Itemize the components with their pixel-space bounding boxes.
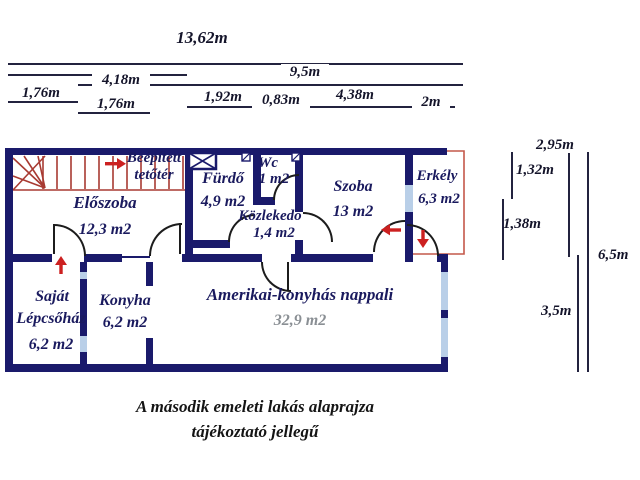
room-label-eloszoba: Előszoba <box>73 193 137 212</box>
room-label-furdo: Fürdő <box>202 170 244 187</box>
room-label-sajat: Saját <box>35 288 69 305</box>
dim-label-2m: 2m <box>412 94 450 110</box>
dim-label-3-5: 3,5m <box>541 303 572 319</box>
vent-icon-1 <box>242 153 250 161</box>
room-area-eloszoba: 12,3 m2 <box>78 221 132 238</box>
room-area-kozlekedo: 1,4 m2 <box>253 225 295 241</box>
dim-label-13-62: 13,62m <box>176 28 228 47</box>
room-name-line2: tetőtér <box>134 166 174 183</box>
direction-arrows <box>55 158 429 274</box>
dim-label-4-38: 4,38m <box>325 87 385 103</box>
caption-line2: tájékoztató jellegű <box>191 422 319 441</box>
dim-label-4-18: 4,18m <box>92 72 150 88</box>
caption-line1: A második emeleti lakás alaprajza <box>135 397 374 416</box>
room-area-erkely: 6,3 m2 <box>418 191 460 207</box>
dim-label-9-5: 9,5m <box>281 64 329 80</box>
dim-label-2-95: 2,95m <box>536 137 574 153</box>
room-label-szoba: Szoba <box>333 178 373 195</box>
room-label-kozlekedo: Közlekedő <box>238 208 302 224</box>
room-label-konyha: Konyha <box>99 292 151 309</box>
room-area-furdo: 4,9 m2 <box>200 193 246 210</box>
room-area-konyha: 6,2 m2 <box>102 314 148 331</box>
arrow-right-icon <box>105 158 126 169</box>
dim-label-6-5: 6,5m <box>598 247 629 263</box>
dim-label-1-92: 1,92m <box>194 89 252 105</box>
room-label-wc: Wc <box>258 155 278 171</box>
room-area-szoba: 13 m2 <box>332 203 374 220</box>
arrow-down-icon <box>417 230 429 248</box>
room-area-nappali: 32,9 m2 <box>273 312 327 329</box>
room-label-erkely: Erkély <box>416 168 458 184</box>
vent-icon-2 <box>292 153 300 161</box>
dim-label-1-76b: 1,76m <box>87 96 145 112</box>
window-x-icon <box>189 153 216 169</box>
room-area-wc: 1 m2 <box>258 171 290 187</box>
dim-label-1-76a: 1,76m <box>12 85 70 101</box>
dim-label-0-83: 0,83m <box>252 92 310 108</box>
arrow-left-icon <box>381 224 401 235</box>
arrow-up-icon <box>55 256 67 274</box>
dim-label-1-38: 1,38m <box>503 216 541 232</box>
room-label-nappali: Amerikai-konyhás nappali <box>206 285 394 304</box>
dim-label-1-32: 1,32m <box>516 162 554 178</box>
room-name-line1: Beépített <box>126 150 182 166</box>
room-area-lepcsohaz: 6,2 m2 <box>28 336 74 353</box>
room-label-lepcsohaz: Lépcsőház <box>16 310 86 327</box>
